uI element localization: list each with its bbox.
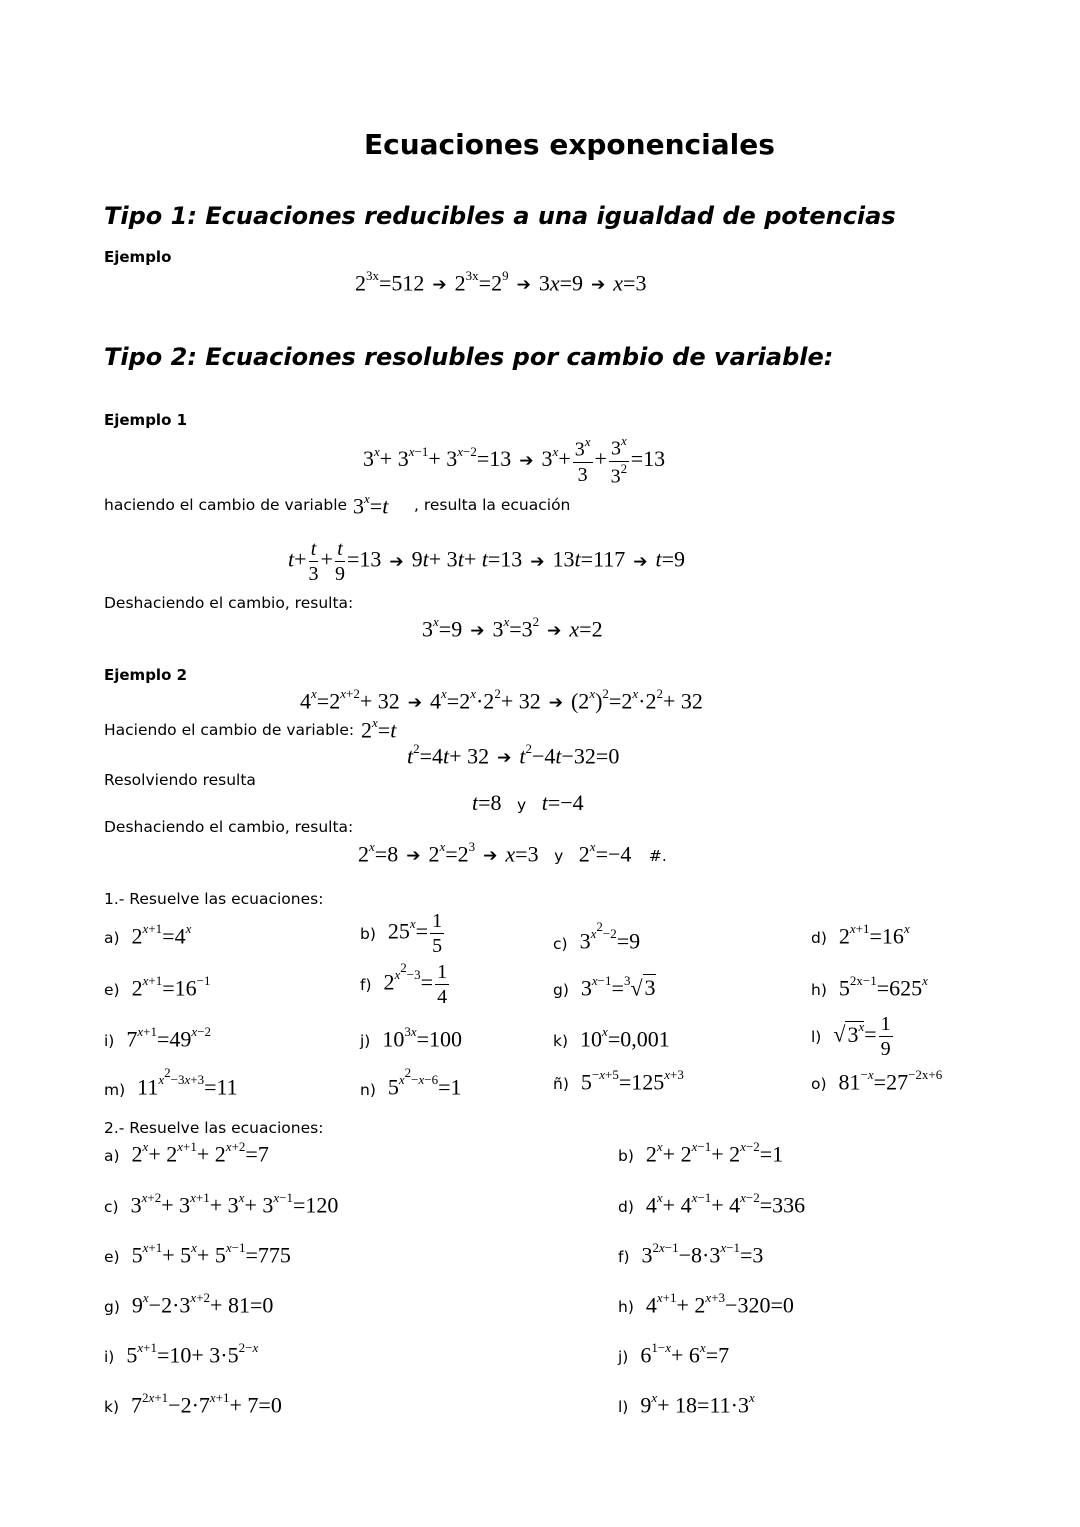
ex1-d: d) $2^{x+1}=16^x$ (811, 921, 910, 949)
page-title: Ecuaciones exponenciales (364, 128, 775, 161)
ex1-c: c) $3^{x^2-2}=9$ (553, 919, 641, 954)
ej1-text1b: , resulta la ecuación (414, 496, 571, 514)
ej2-equation-1: $4^x=2^{x+2}+ 32$ ➔ $4^x=2^x\cdot 2^2+ 32$ ➔ $(2^x)^2=2^x\cdot 2^2+ 32$ (300, 686, 703, 714)
ej1-equation-2: t+ $\frac{t}{3}$ + $\frac{t}{9}$ =13 ➔ 9t+ 3t+ t=13 ➔ 13t=117 ➔ t=9 (288, 538, 686, 585)
ex1-i: i) $7^{x+1}=49^{x-2}$ (104, 1024, 212, 1052)
ex2-heading: 2.- Resuelve las ecuaciones: (104, 1119, 324, 1137)
ex2-e: e) $5^{x+1}+ 5^x+ 5^{x-1}=775$ (104, 1240, 291, 1268)
ex2-b: b) $2^x+ 2^{x-1}+ 2^{x-2}=1$ (618, 1139, 784, 1167)
ex2-l: l) $9^x+ 18=11\cdot 3^x$ (618, 1390, 755, 1418)
ej1-equation-1: $3^x+ 3^{x-1}+ 3^{x-2}=13$ ➔ $3^x+$ $\frac{3^x}{3}$ + $\frac{3^x}{3^2}$ =13 (363, 433, 666, 488)
ej2-equation-3: $2^x=8$ ➔ $2^x=2^3$ ➔ x=3 y $2^x=-4$ #. (358, 839, 667, 867)
ej1-substitution: $3^x=t$ (353, 491, 389, 519)
ex2-f: f) $3^{2x-1}-8\cdot 3^{x-1}=3$ (618, 1240, 764, 1268)
ex2-c: c) $3^{x+2}+ 3^{x+1}+ 3^x+ 3^{x-1}=120$ (104, 1190, 339, 1218)
ex1-b: b) $25^x=$ $\frac{1}{5}$ (360, 910, 443, 957)
ej2-text1: Haciendo el cambio de variable: (104, 721, 355, 739)
ej1-text1: haciendo el cambio de variable (104, 496, 348, 514)
ej2-solutions: t=8 y t=−4 (472, 790, 584, 815)
ex2-j: j) $6^{1-x}+ 6^x=7$ (618, 1340, 730, 1368)
ex1-l: l) $√3^x=$ $\frac{1}{9}$ (811, 1013, 891, 1060)
ej1-equation-3: $3^x=9$ ➔ $3^x=3^2$ ➔ x=2 (422, 614, 603, 642)
tipo1-example-equation: $2^{3x}=512$ ➔ $2^{3x}=2^9$ ➔ 3x=9 ➔ x=3 (355, 268, 647, 296)
ex2-k: k) $7^{2x+1}-2\cdot 7^{x+1}+ 7=0$ (104, 1390, 282, 1418)
ex1-g: g) $3^{x-1}=^3√3$ (553, 973, 656, 1001)
ex1-j: j) $10^{3x}=100$ (360, 1024, 463, 1052)
tipo2-ej1-label: Ejemplo 1 (104, 411, 188, 429)
ej2-substitution: $2^x=t$ (361, 715, 397, 743)
ex2-d: d) $4^x+ 4^{x-1}+ 4^{x-2}=336$ (618, 1190, 806, 1218)
ex2-h: h) $4^{x+1}+ 2^{x+3}-320=0$ (618, 1290, 794, 1318)
ex1-k: k) $10^x=0,001$ (553, 1024, 670, 1052)
ex1-heading: 1.- Resuelve las ecuaciones: (104, 890, 324, 908)
ex2-g: g) $9^x-2\cdot 3^{x+2}+ 81=0$ (104, 1290, 274, 1318)
tipo2-heading: Tipo 2: Ecuaciones resolubles por cambio de variable: (104, 343, 834, 371)
ex1-f: f) $2^{x^2-3}=$ $\frac{1}{4}$ (360, 959, 448, 1008)
ej2-text2: Resolviendo resulta (104, 771, 256, 789)
ex1-n: n) $5^{x^2-x-6}=1$ (360, 1065, 462, 1100)
ex1-m: m) $11^{x^2-3x+3}=11$ (104, 1065, 238, 1100)
ex1-ñ: ñ) $5^{-x+5}=125^{x+3}$ (553, 1067, 684, 1095)
ej2-equation-2: $t^2=4t+ 32$ ➔ $t^2-4t-32=0$ (407, 741, 620, 769)
tipo1-example-label: Ejemplo (104, 248, 172, 266)
ex1-o: o) $81^{-x}=27^{-2x+6}$ (811, 1067, 943, 1095)
ex2-a: a) $2^x+ 2^{x+1}+ 2^{x+2}=7$ (104, 1139, 269, 1167)
tipo2-ej2-label: Ejemplo 2 (104, 666, 188, 684)
ex1-a: a) $2^{x+1}=4^x$ (104, 921, 192, 949)
ex1-e: e) $2^{x+1}=16^{-1}$ (104, 973, 211, 1001)
ex2-i: i) $5^{x+1}=10+ 3\cdot 5^{2-x}$ (104, 1340, 259, 1368)
ej1-text2: Deshaciendo el cambio, resulta: (104, 594, 354, 612)
ej2-text3: Deshaciendo el cambio, resulta: (104, 818, 354, 836)
ex1-h: h) $5^{2x-1}=625^x$ (811, 973, 928, 1001)
tipo1-heading: Tipo 1: Ecuaciones reducibles a una igualdad de potencias (104, 202, 896, 230)
